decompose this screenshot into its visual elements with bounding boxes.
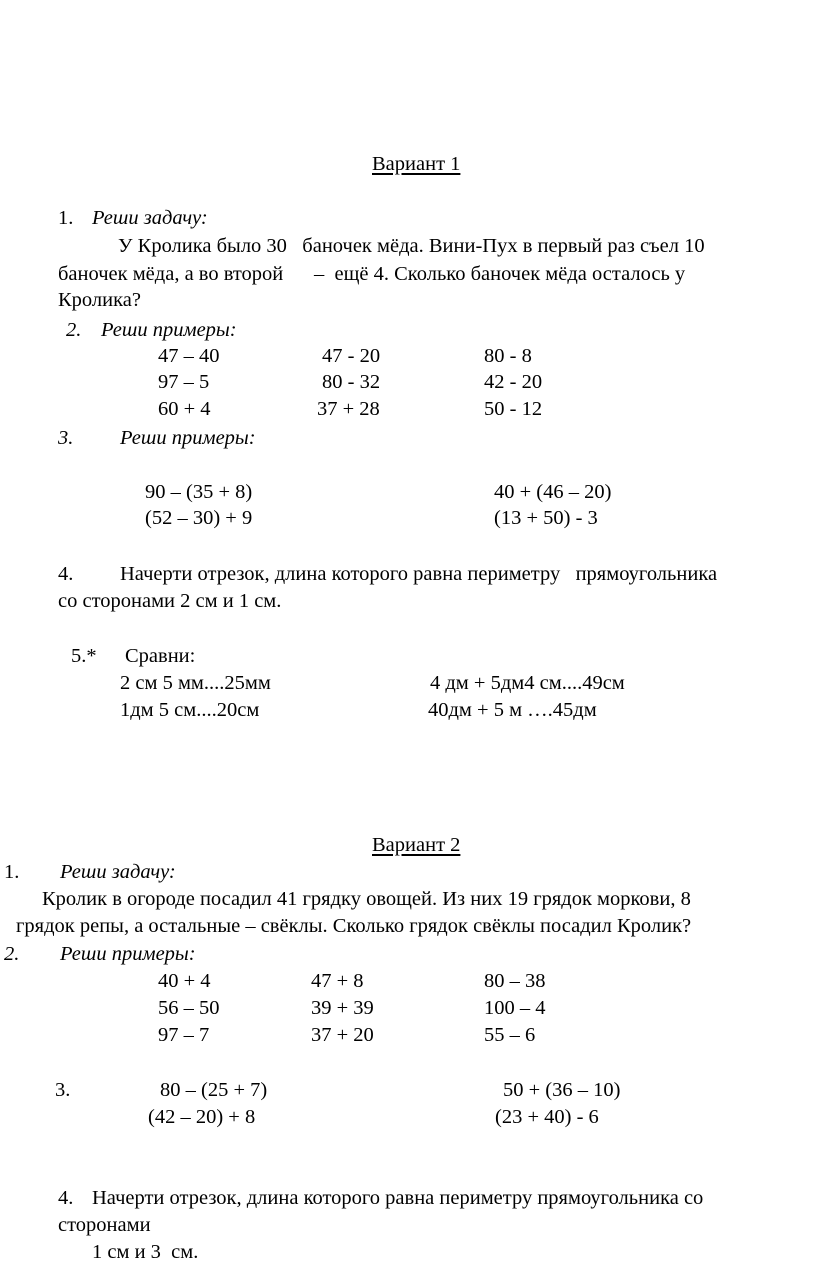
v2-task2-example: 97 – 7 (158, 1024, 210, 1046)
v2-task3-example: 80 – (25 + 7) (160, 1079, 268, 1101)
v1-task2-example: 97 – 5 (158, 371, 210, 393)
v1-task3-example: (13 + 50) - 3 (494, 507, 598, 529)
v1-task1-text-line3: Кролика? (58, 289, 141, 311)
v1-task5-number: 5.* (71, 645, 97, 667)
v2-task2-example: 39 + 39 (311, 997, 374, 1019)
v1-task2-example: 50 - 12 (484, 398, 543, 420)
v1-task1-text-line1: У Кролика было 30 баночек мёда. Вини-Пух в первый раз съел 10 (118, 235, 705, 257)
v1-task1-heading: Реши задачу: (92, 207, 208, 229)
v2-task2-example: 37 + 20 (311, 1024, 374, 1046)
v1-task3-example: (52 – 30) + 9 (145, 507, 253, 529)
v1-task3-number: 3. (58, 427, 74, 449)
v2-task4-text-line1: Начерти отрезок, длина которого равна периметру прямоугольника со (92, 1187, 704, 1209)
v2-task2-example: 55 – 6 (484, 1024, 536, 1046)
v1-task3-example: 90 – (35 + 8) (145, 481, 253, 503)
v2-task3-example: (42 – 20) + 8 (148, 1106, 256, 1128)
v2-task2-example: 100 – 4 (484, 997, 546, 1019)
v2-task2-example: 80 – 38 (484, 970, 546, 992)
v1-task4-text-line1: Начерти отрезок, длина которого равна периметру прямоугольника (120, 563, 718, 585)
v1-task5-compare: 40дм + 5 м ….45дм (428, 699, 597, 721)
v2-task1-text-line1: Кролик в огороде посадил 41 грядку овощей. Из них 19 грядок моркови, 8 (42, 888, 691, 910)
v1-task2-example: 47 - 20 (322, 345, 381, 367)
v1-task5-heading: Сравни: (125, 645, 196, 667)
v1-task2-example: 60 + 4 (158, 398, 211, 420)
v1-task5-compare: 1дм 5 см....20см (120, 699, 260, 721)
v1-task2-example: 47 – 40 (158, 345, 220, 367)
v2-task3-number: 3. (55, 1079, 71, 1101)
v1-task2-example: 42 - 20 (484, 371, 543, 393)
v1-task2-number: 2. (66, 319, 82, 341)
v1-task5-compare: 2 см 5 мм....25мм (120, 672, 271, 694)
variant2-title: Вариант 2 (372, 834, 461, 856)
v1-task2-example: 37 + 28 (317, 398, 380, 420)
v1-task2-heading: Реши примеры: (101, 319, 237, 341)
v1-task3-example: 40 + (46 – 20) (494, 481, 612, 503)
v2-task2-example: 56 – 50 (158, 997, 220, 1019)
v1-task1-number: 1. (58, 207, 74, 229)
v1-task4-number: 4. (58, 563, 74, 585)
v1-task2-example: 80 - 8 (484, 345, 532, 367)
v2-task1-number: 1. (4, 861, 20, 883)
v2-task2-number: 2. (4, 943, 20, 965)
v2-task1-heading: Реши задачу: (60, 861, 176, 883)
v2-task2-heading: Реши примеры: (60, 943, 196, 965)
v2-task3-example: (23 + 40) - 6 (495, 1106, 599, 1128)
v1-task1-text-line2: баночек мёда, а во второй – ещё 4. Сколько баночек мёда осталось у (58, 263, 686, 285)
v1-task2-example: 80 - 32 (322, 371, 381, 393)
v2-task4-number: 4. (58, 1187, 74, 1209)
v2-task2-example: 40 + 4 (158, 970, 211, 992)
v2-task2-example: 47 + 8 (311, 970, 364, 992)
variant1-title: Вариант 1 (372, 153, 461, 175)
v1-task3-heading: Реши примеры: (120, 427, 256, 449)
v1-task5-compare: 4 дм + 5дм4 см....49см (430, 672, 625, 694)
v2-task4-text-line3: 1 см и 3 см. (92, 1241, 199, 1263)
v2-task3-example: 50 + (36 – 10) (503, 1079, 621, 1101)
v2-task4-text-line2: сторонами (58, 1214, 151, 1236)
v1-task4-text-line2: со сторонами 2 см и 1 см. (58, 590, 282, 612)
v2-task1-text-line2: грядок репы, а остальные – свёклы. Сколько грядок свёклы посадил Кролик? (16, 915, 692, 937)
